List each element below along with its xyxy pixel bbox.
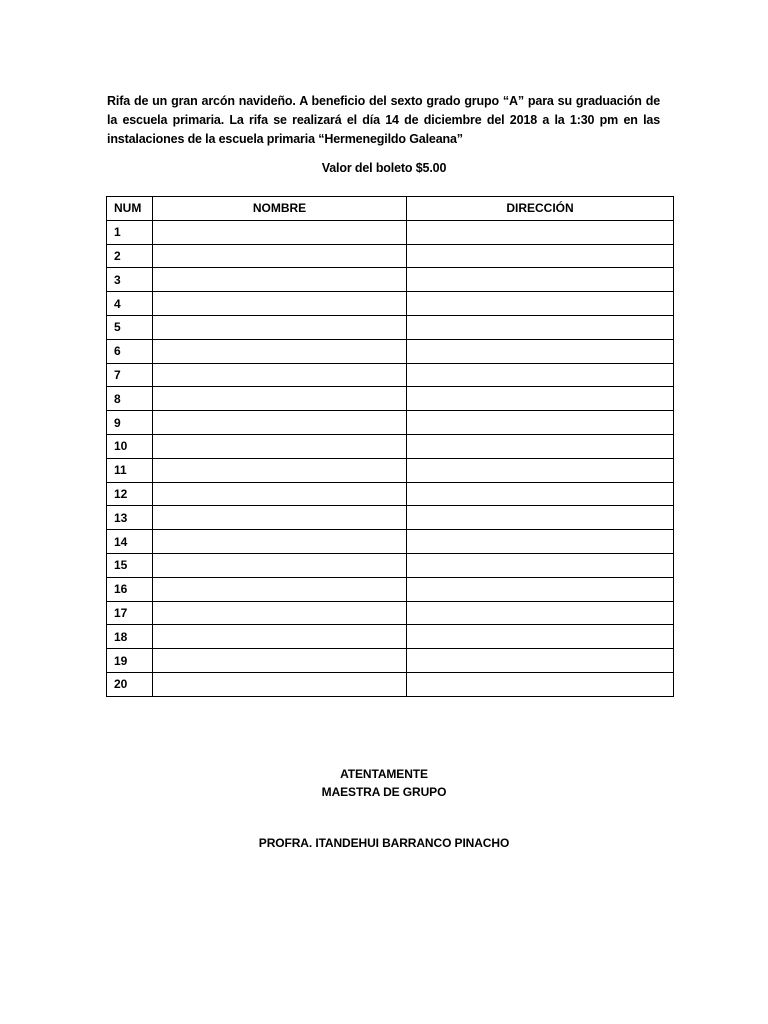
table-row xyxy=(107,363,674,387)
row-number: 20 xyxy=(107,672,153,696)
address-cell[interactable] xyxy=(407,577,674,601)
name-cell[interactable] xyxy=(153,387,407,411)
header-direccion: DIRECCIÓN xyxy=(407,197,674,221)
name-cell[interactable] xyxy=(153,458,407,482)
row-number: 10 xyxy=(107,434,153,458)
ticket-price: Valor del boleto $5.00 xyxy=(321,161,447,175)
table-row xyxy=(107,577,674,601)
name-cell[interactable] xyxy=(153,553,407,577)
name-cell[interactable] xyxy=(153,339,407,363)
raffle-table xyxy=(106,196,674,697)
name-cell[interactable] xyxy=(153,434,407,458)
name-cell[interactable] xyxy=(153,292,407,316)
table-row xyxy=(107,339,674,363)
address-cell[interactable] xyxy=(407,315,674,339)
row-number: 2 xyxy=(107,244,153,268)
address-cell[interactable] xyxy=(407,482,674,506)
name-cell[interactable] xyxy=(153,363,407,387)
address-cell[interactable] xyxy=(407,411,674,435)
row-number: 5 xyxy=(107,315,153,339)
address-cell[interactable] xyxy=(407,553,674,577)
row-number: 11 xyxy=(107,458,153,482)
table-row xyxy=(107,268,674,292)
table-row xyxy=(107,482,674,506)
row-number: 1 xyxy=(107,220,153,244)
table-row xyxy=(107,434,674,458)
table-row xyxy=(107,411,674,435)
header-nombre: NOMBRE xyxy=(153,197,407,221)
address-cell[interactable] xyxy=(407,672,674,696)
address-cell[interactable] xyxy=(407,244,674,268)
row-number: 4 xyxy=(107,292,153,316)
address-cell[interactable] xyxy=(407,649,674,673)
row-number: 18 xyxy=(107,625,153,649)
table-row xyxy=(107,244,674,268)
table-row xyxy=(107,315,674,339)
name-cell[interactable] xyxy=(153,268,407,292)
table-row xyxy=(107,530,674,554)
signer-role: MAESTRA DE GRUPO xyxy=(321,785,447,799)
name-cell[interactable] xyxy=(153,411,407,435)
name-cell[interactable] xyxy=(153,482,407,506)
address-cell[interactable] xyxy=(407,458,674,482)
name-cell[interactable] xyxy=(153,577,407,601)
table-header-row xyxy=(107,197,674,221)
name-cell[interactable] xyxy=(153,672,407,696)
table-row xyxy=(107,649,674,673)
address-cell[interactable] xyxy=(407,434,674,458)
table-row xyxy=(107,553,674,577)
row-number: 7 xyxy=(107,363,153,387)
address-cell[interactable] xyxy=(407,625,674,649)
name-cell[interactable] xyxy=(153,601,407,625)
row-number: 8 xyxy=(107,387,153,411)
table-row xyxy=(107,387,674,411)
table-row xyxy=(107,672,674,696)
name-cell[interactable] xyxy=(153,506,407,530)
name-cell[interactable] xyxy=(153,625,407,649)
name-cell[interactable] xyxy=(153,315,407,339)
address-cell[interactable] xyxy=(407,530,674,554)
table-row xyxy=(107,506,674,530)
name-cell[interactable] xyxy=(153,244,407,268)
table-row xyxy=(107,220,674,244)
row-number: 12 xyxy=(107,482,153,506)
closing-line: ATENTAMENTE xyxy=(340,767,428,781)
address-cell[interactable] xyxy=(407,601,674,625)
address-cell[interactable] xyxy=(407,339,674,363)
address-cell[interactable] xyxy=(407,220,674,244)
address-cell[interactable] xyxy=(407,387,674,411)
row-number: 13 xyxy=(107,506,153,530)
table-row xyxy=(107,292,674,316)
address-cell[interactable] xyxy=(407,363,674,387)
table-row xyxy=(107,625,674,649)
signer-name: PROFRA. ITANDEHUI BARRANCO PINACHO xyxy=(258,836,510,850)
address-cell[interactable] xyxy=(407,268,674,292)
intro-paragraph: Rifa de un gran arcón navideño. A beneficio del sexto grado grupo “A” para su graduación de la escuela primaria. La rifa se realizará el día 14 de diciembre del 2018 a la 1:30 pm en las instalaciones de la escuela primaria “Hermenegildo Galeana” xyxy=(107,94,660,146)
row-number: 9 xyxy=(107,411,153,435)
row-number: 16 xyxy=(107,577,153,601)
row-number: 14 xyxy=(107,530,153,554)
name-cell[interactable] xyxy=(153,220,407,244)
address-cell[interactable] xyxy=(407,292,674,316)
name-cell[interactable] xyxy=(153,530,407,554)
table-row xyxy=(107,458,674,482)
header-num: NUM xyxy=(107,197,153,221)
address-cell[interactable] xyxy=(407,506,674,530)
table-row xyxy=(107,601,674,625)
row-number: 3 xyxy=(107,268,153,292)
row-number: 17 xyxy=(107,601,153,625)
name-cell[interactable] xyxy=(153,649,407,673)
row-number: 6 xyxy=(107,339,153,363)
row-number: 15 xyxy=(107,553,153,577)
row-number: 19 xyxy=(107,649,153,673)
